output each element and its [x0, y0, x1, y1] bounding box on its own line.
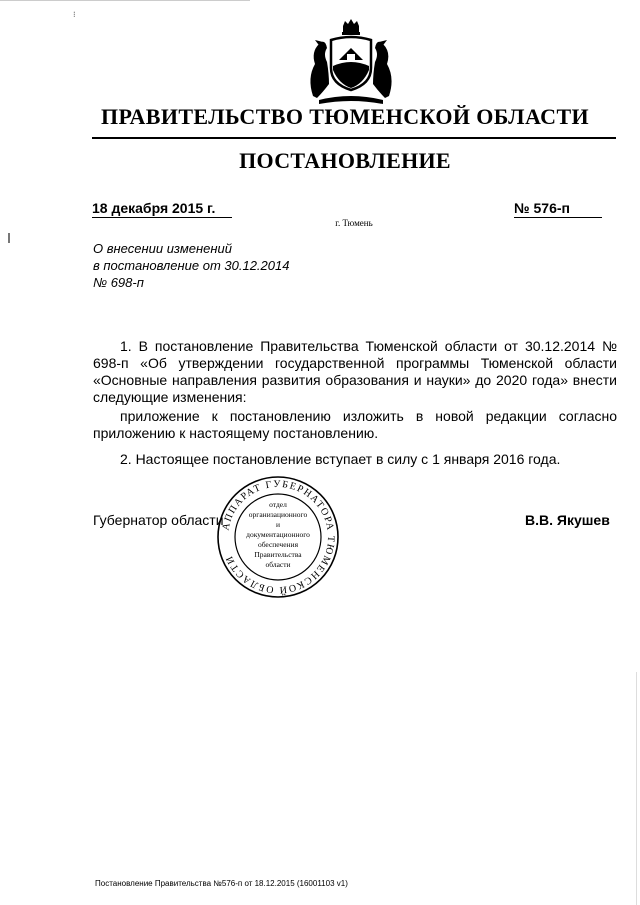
body-paragraph-1: 1. В постановление Правительства Тюменской области от 30.12.2014 № 698-п «Об утверждении государственной программы Тюменской области «Основные направления развития образования и науки» до 2020 года» внести следующие изменения:	[93, 338, 617, 405]
coat-of-arms-icon	[303, 18, 399, 106]
stamp-line-2: организационного	[248, 510, 308, 519]
signatory-name: В.В. Якушев	[525, 512, 610, 528]
official-stamp-icon	[216, 475, 340, 599]
subject-line-3: № 698-п	[93, 275, 144, 290]
document-type-title: ПОСТАНОВЛЕНИЕ	[239, 148, 451, 173]
body-paragraph-3: 2. Настоящее постановление вступает в силу с 1 января 2016 года.	[120, 451, 561, 467]
document-number: № 576-п	[514, 200, 602, 218]
body-paragraph-2: приложение к постановлению изложить в новой редакции согласно приложению к настоящему постановлению.	[93, 408, 617, 441]
stamp-line-1: отдел	[269, 500, 287, 509]
scan-margin-mark: ⁝	[73, 10, 76, 19]
scan-top-edge-line	[0, 0, 250, 1]
document-city: г. Тюмень	[335, 218, 373, 228]
document-date: 18 декабря 2015 г.	[92, 200, 232, 218]
stamp-ring-text: АППАРАТ ГУБЕРНАТОРА ТЮМЕНСКОЙ ОБЛАСТИ	[220, 478, 337, 596]
subject-line-1: О внесении изменений	[93, 241, 232, 256]
footer-reference: Постановление Правительства №576-п от 18.12.2015 (16001103 v1)	[95, 879, 348, 888]
stamp-line-3: и	[275, 520, 281, 529]
stamp-line-6: Правительства	[254, 550, 302, 559]
signatory-role: Губернатор области	[93, 512, 224, 528]
subject-line-2: в постановление от 30.12.2014	[93, 258, 290, 273]
header-divider	[92, 137, 616, 139]
stamp-line-5: обеспечения	[257, 540, 299, 549]
scan-left-tick	[8, 233, 10, 243]
document-subject	[93, 240, 333, 291]
stamp-line-7: области	[265, 560, 291, 569]
scan-right-edge-line	[636, 672, 637, 905]
stamp-line-4: документационного	[246, 530, 310, 539]
organization-title: ПРАВИТЕЛЬСТВО ТЮМЕНСКОЙ ОБЛАСТИ	[100, 104, 590, 129]
